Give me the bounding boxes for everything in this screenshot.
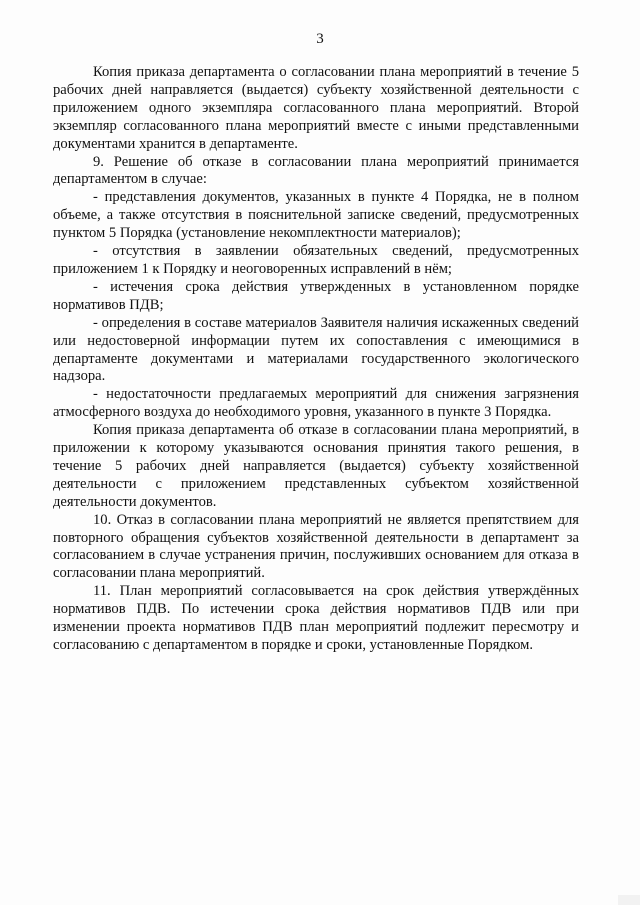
paragraph-copy-approval: Копия приказа департамента о согласовании плана мероприятий в течение 5 рабочих дней направляется (выдается) субъекту хозяйственной деятельности с приложением одного экземпляра согласованного плана мероприятий. Второй экземпляр согласованного плана мероприятий вместе с иными представленными документами хранится в департаменте. xyxy=(53,64,579,152)
paragraph-item-9: 9. Решение об отказе в согласовании плана мероприятий принимается департаментом в случае: xyxy=(53,153,579,188)
paragraph-reason-incomplete: - представления документов, указанных в пункте 4 Порядка, не в полном объеме, а также отсутствия в пояснительной записке сведений, предусмотренных пунктом 5 Порядка (установление некомплектности материалов); xyxy=(53,189,579,242)
paragraph-item-10: 10. Отказ в согласовании плана мероприятий не является препятствием для повторного обращения субъектов хозяйственной деятельности в департамент за согласованием в случае устранения причин, послуживших основанием для отказа в согласовании плана мероприятий. xyxy=(53,511,579,582)
paragraph-reason-missing-info: - отсутствия в заявлении обязательных сведений, предусмотренных приложением 1 к Порядку и неоговоренных исправлений в нём; xyxy=(53,243,579,277)
paragraph-reason-insufficient: - недостаточности предлагаемых мероприятий для снижения загрязнения атмосферного воздуха до необходимого уровня, указанного в пункте 3 Порядка. xyxy=(53,386,579,421)
document-body xyxy=(53,64,579,655)
page-number: 3 xyxy=(316,31,324,47)
paragraph-copy-refusal: Копия приказа департамента об отказе в согласовании плана мероприятий, в приложении к которому указываются основания принятия такого решения, в течение 5 рабочих дней направляется (выдается) субъекту хозяйственной деятельности с приложением представленных субъектом хозяйственной деятельности документов. xyxy=(53,422,579,510)
paragraph-item-11: 11. План мероприятий согласовывается на срок действия утверждённых нормативов ПДВ. По истечении срока действия нормативов ПДВ или при изменении проекта нормативов ПДВ план мероприятий подлежит пересмотру и согласованию с департаментом в порядке и сроки, установленные Порядком. xyxy=(53,583,579,653)
paragraph-reason-distorted: - определения в составе материалов Заявителя наличия искаженных сведений или недостоверной информации путем их сопоставления с имеющимися в департаменте документами и материалами государственного экологического надзора. xyxy=(53,314,579,385)
scan-corner-mark xyxy=(618,895,640,905)
paragraph-reason-expired: - истечения срока действия утвержденных в установленном порядке нормативов ПДВ; xyxy=(53,278,579,313)
